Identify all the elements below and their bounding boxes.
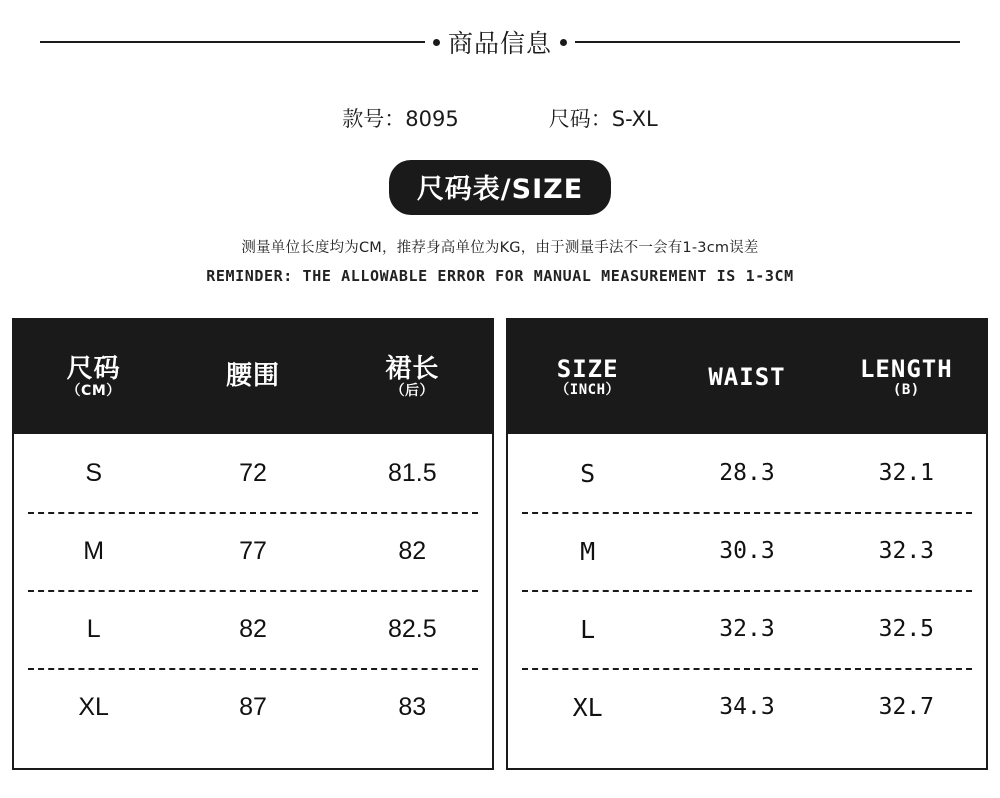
cell-size: M — [83, 536, 105, 565]
header-main: SIZE — [556, 354, 619, 383]
cell-size: XL — [78, 692, 109, 721]
table-row — [14, 512, 492, 590]
cell-length: 82.5 — [387, 614, 437, 643]
cell-waist: 72 — [239, 458, 267, 487]
table-row — [14, 434, 492, 512]
cell-size: S — [85, 458, 102, 487]
note-chinese: 测量单位长度均为CM，推荐身高单位为KG，由于测量手法不一会有1-3cm误差 — [241, 240, 759, 256]
size-tables — [12, 318, 988, 770]
cell-size: XL — [572, 692, 603, 722]
header-dot-left — [433, 39, 440, 46]
table-header-cell — [667, 364, 826, 391]
table-header-cell — [14, 355, 173, 400]
header-main: 尺码 — [66, 353, 121, 384]
size-chart-label: 尺码表/SIZE — [389, 160, 611, 215]
cell-waist: 82 — [239, 614, 267, 643]
table-header-row-inch — [508, 320, 986, 434]
cell-size: L — [580, 614, 596, 644]
size-range: 尺码：S-XL — [548, 107, 658, 131]
size-table-inch — [506, 318, 988, 770]
note-english: REMINDER: THE ALLOWABLE ERROR FOR MANUAL MEASUREMENT IS 1-3CM — [206, 267, 794, 285]
table-row — [14, 668, 492, 746]
table-header-row-cm — [14, 320, 492, 434]
cell-waist: 30.3 — [719, 538, 775, 564]
cell-size: L — [86, 614, 101, 643]
table-row — [508, 590, 986, 668]
cell-size: S — [580, 458, 596, 488]
page-header — [40, 22, 960, 62]
cell-waist: 77 — [239, 536, 267, 565]
page-title: 商品信息 — [448, 29, 553, 58]
header-main: 裙长 — [385, 353, 440, 384]
table-bottom-padding — [508, 746, 986, 768]
measurement-notes — [0, 236, 1000, 285]
table-row — [508, 512, 986, 590]
header-main: 腰围 — [225, 361, 280, 392]
header-dot-right — [560, 39, 567, 46]
table-row — [14, 590, 492, 668]
table-header-cell — [173, 362, 332, 391]
table-row — [508, 668, 986, 746]
table-header-cell — [333, 355, 492, 400]
product-meta — [0, 103, 1000, 133]
cell-size: M — [580, 536, 596, 566]
size-chart-label-wrap — [0, 160, 1000, 215]
cell-length: 32.5 — [878, 616, 935, 642]
table-body-cm — [14, 434, 492, 768]
cell-length: 32.3 — [878, 538, 935, 564]
header-rule-right — [575, 41, 960, 43]
table-row — [508, 434, 986, 512]
header-main: WAIST — [708, 362, 786, 391]
cell-waist: 32.3 — [719, 616, 775, 642]
size-table-cm — [12, 318, 494, 770]
cell-waist: 28.3 — [719, 460, 775, 486]
cell-length: 32.7 — [878, 694, 935, 720]
table-header-cell — [508, 356, 667, 399]
header-sub: （INCH） — [555, 381, 621, 398]
cell-length: 82 — [398, 536, 427, 565]
cell-length: 83 — [398, 692, 427, 721]
cell-waist: 34.3 — [719, 694, 775, 720]
style-number: 款号：8095 — [342, 107, 459, 131]
table-body-inch — [508, 434, 986, 768]
header-rule-left — [40, 41, 425, 43]
header-main: LENGTH — [859, 354, 953, 383]
cell-waist: 87 — [239, 692, 267, 721]
cell-length: 32.1 — [878, 460, 935, 486]
header-sub: （CM） — [66, 382, 121, 399]
table-bottom-padding — [14, 746, 492, 768]
table-header-cell — [827, 356, 986, 399]
cell-length: 81.5 — [387, 458, 437, 487]
header-sub: (B) — [892, 381, 920, 398]
header-sub: （后） — [390, 382, 435, 399]
